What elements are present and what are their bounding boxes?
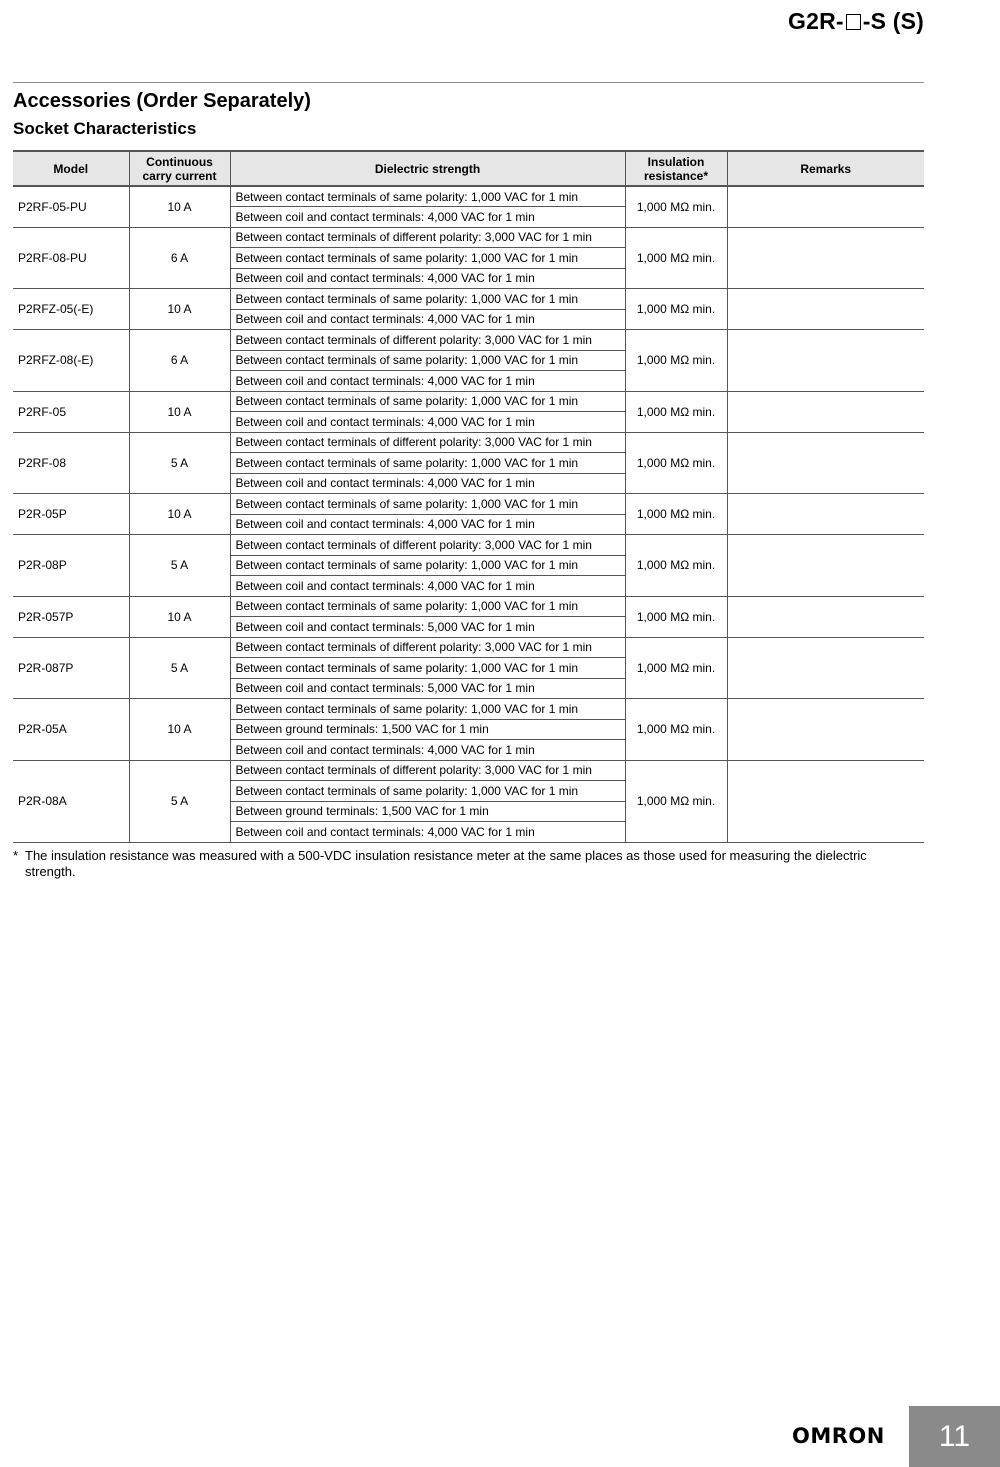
table-row: [13, 760, 924, 781]
dielectric-cell: Between contact terminals of same polarity: 1,000 VAC for 1 min: [230, 453, 625, 474]
current-cell: 5 A: [129, 637, 230, 699]
column-header-insulation: Insulation resistance*: [625, 151, 727, 186]
table-row: [13, 227, 924, 248]
document-title-suffix: -S (S): [862, 8, 924, 34]
dielectric-cell: Between contact terminals of same polarity: 1,000 VAC for 1 min: [230, 699, 625, 720]
dielectric-cell: Between contact terminals of same polarity: 1,000 VAC for 1 min: [230, 494, 625, 515]
dielectric-cell: Between contact terminals of same polarity: 1,000 VAC for 1 min: [230, 248, 625, 269]
dielectric-cell: Between ground terminals: 1,500 VAC for 1 min: [230, 801, 625, 822]
remarks-cell: [727, 596, 924, 637]
dielectric-cell: Between coil and contact terminals: 4,000 VAC for 1 min: [230, 207, 625, 228]
insulation-cell: 1,000 MΩ min.: [625, 186, 727, 227]
column-header-remarks: Remarks: [727, 151, 924, 186]
current-cell: 5 A: [129, 535, 230, 597]
dielectric-cell: Between ground terminals: 1,500 VAC for 1 min: [230, 719, 625, 740]
table-row: [13, 535, 924, 556]
column-header-dielectric: Dielectric strength: [230, 151, 625, 186]
current-cell: 6 A: [129, 330, 230, 392]
model-cell: P2R-057P: [13, 596, 129, 637]
model-cell: P2RFZ-08(-E): [13, 330, 129, 392]
current-cell: 10 A: [129, 289, 230, 330]
current-cell: 10 A: [129, 391, 230, 432]
insulation-cell: 1,000 MΩ min.: [625, 432, 727, 494]
model-cell: P2R-05P: [13, 494, 129, 535]
table-row: [13, 186, 924, 207]
remarks-cell: [727, 330, 924, 392]
model-cell: P2RF-05: [13, 391, 129, 432]
remarks-cell: [727, 391, 924, 432]
dielectric-cell: Between contact terminals of different polarity: 3,000 VAC for 1 min: [230, 432, 625, 453]
model-cell: P2RF-08-PU: [13, 227, 129, 289]
section-subtitle: Socket Characteristics: [13, 119, 197, 138]
table-row: [13, 637, 924, 658]
dielectric-cell: Between contact terminals of different polarity: 3,000 VAC for 1 min: [230, 637, 625, 658]
remarks-cell: [727, 432, 924, 494]
remarks-cell: [727, 289, 924, 330]
dielectric-cell: Between contact terminals of same polarity: 1,000 VAC for 1 min: [230, 350, 625, 371]
current-cell: 10 A: [129, 494, 230, 535]
model-cell: P2RFZ-05(-E): [13, 289, 129, 330]
omron-logo: OMRON: [792, 1424, 885, 1448]
dielectric-cell: Between contact terminals of same polarity: 1,000 VAC for 1 min: [230, 289, 625, 310]
model-cell: P2RF-05-PU: [13, 186, 129, 227]
column-header-model: Model: [13, 151, 129, 186]
remarks-cell: [727, 535, 924, 597]
dielectric-cell: Between contact terminals of same polarity: 1,000 VAC for 1 min: [230, 391, 625, 412]
insulation-cell: 1,000 MΩ min.: [625, 637, 727, 699]
dielectric-cell: Between coil and contact terminals: 5,000 VAC for 1 min: [230, 617, 625, 638]
insulation-cell: 1,000 MΩ min.: [625, 330, 727, 392]
dielectric-cell: Between contact terminals of same polarity: 1,000 VAC for 1 min: [230, 186, 625, 207]
table-row: [13, 289, 924, 310]
model-cell: P2R-087P: [13, 637, 129, 699]
remarks-cell: [727, 227, 924, 289]
table-row: [13, 432, 924, 453]
section-title: Accessories (Order Separately): [13, 90, 311, 112]
column-header-current: Continuous carry current: [129, 151, 230, 186]
footnote-text: The insulation resistance was measured with a 500-VDC insulation resistance meter at the same places as those used for measuring the dielectric strength.: [25, 848, 867, 879]
remarks-cell: [727, 186, 924, 227]
insulation-cell: 1,000 MΩ min.: [625, 699, 727, 761]
model-cell: P2RF-08: [13, 432, 129, 494]
dielectric-cell: Between coil and contact terminals: 4,000 VAC for 1 min: [230, 514, 625, 535]
table-row: [13, 596, 924, 617]
document-title-prefix: G2R-: [787, 8, 844, 34]
footnote: [13, 848, 918, 880]
dielectric-cell: Between contact terminals of different polarity: 3,000 VAC for 1 min: [230, 535, 625, 556]
model-cell: P2R-08A: [13, 760, 129, 842]
document-title: [788, 8, 924, 35]
insulation-cell: 1,000 MΩ min.: [625, 494, 727, 535]
footnote-mark: *: [13, 848, 19, 863]
insulation-cell: 1,000 MΩ min.: [625, 596, 727, 637]
dielectric-cell: Between coil and contact terminals: 4,000 VAC for 1 min: [230, 740, 625, 761]
current-cell: 5 A: [129, 432, 230, 494]
current-cell: 10 A: [129, 186, 230, 227]
dielectric-cell: Between coil and contact terminals: 4,000 VAC for 1 min: [230, 412, 625, 433]
insulation-cell: 1,000 MΩ min.: [625, 391, 727, 432]
model-cell: P2R-05A: [13, 699, 129, 761]
dielectric-cell: Between contact terminals of same polarity: 1,000 VAC for 1 min: [230, 781, 625, 802]
current-cell: 5 A: [129, 760, 230, 842]
dielectric-cell: Between contact terminals of different polarity: 3,000 VAC for 1 min: [230, 760, 625, 781]
table-row: [13, 330, 924, 351]
table-header-row: [13, 151, 924, 186]
table-row: [13, 699, 924, 720]
dielectric-cell: Between contact terminals of different polarity: 3,000 VAC for 1 min: [230, 330, 625, 351]
remarks-cell: [727, 760, 924, 842]
dielectric-cell: Between coil and contact terminals: 4,000 VAC for 1 min: [230, 268, 625, 289]
header-divider: [13, 82, 924, 83]
remarks-cell: [727, 637, 924, 699]
table-row: [13, 494, 924, 515]
dielectric-cell: Between contact terminals of same polarity: 1,000 VAC for 1 min: [230, 555, 625, 576]
dielectric-cell: Between contact terminals of same polarity: 1,000 VAC for 1 min: [230, 658, 625, 679]
table-row: [13, 391, 924, 412]
insulation-cell: 1,000 MΩ min.: [625, 760, 727, 842]
dielectric-cell: Between contact terminals of same polarity: 1,000 VAC for 1 min: [230, 596, 625, 617]
insulation-cell: 1,000 MΩ min.: [625, 227, 727, 289]
dielectric-cell: Between coil and contact terminals: 4,000 VAC for 1 min: [230, 309, 625, 330]
remarks-cell: [727, 494, 924, 535]
dielectric-cell: Between coil and contact terminals: 4,000 VAC for 1 min: [230, 371, 625, 392]
page-number: 11: [909, 1406, 1000, 1467]
insulation-cell: 1,000 MΩ min.: [625, 535, 727, 597]
dielectric-cell: Between contact terminals of different polarity: 3,000 VAC for 1 min: [230, 227, 625, 248]
dielectric-cell: Between coil and contact terminals: 5,000 VAC for 1 min: [230, 678, 625, 699]
current-cell: 6 A: [129, 227, 230, 289]
insulation-cell: 1,000 MΩ min.: [625, 289, 727, 330]
dielectric-cell: Between coil and contact terminals: 4,000 VAC for 1 min: [230, 473, 625, 494]
table-body: [13, 186, 924, 842]
blank-box-icon: [846, 14, 861, 30]
dielectric-cell: Between coil and contact terminals: 4,000 VAC for 1 min: [230, 576, 625, 597]
current-cell: 10 A: [129, 699, 230, 761]
model-cell: P2R-08P: [13, 535, 129, 597]
dielectric-cell: Between coil and contact terminals: 4,000 VAC for 1 min: [230, 822, 625, 843]
socket-characteristics-table: [13, 150, 924, 843]
remarks-cell: [727, 699, 924, 761]
current-cell: 10 A: [129, 596, 230, 637]
